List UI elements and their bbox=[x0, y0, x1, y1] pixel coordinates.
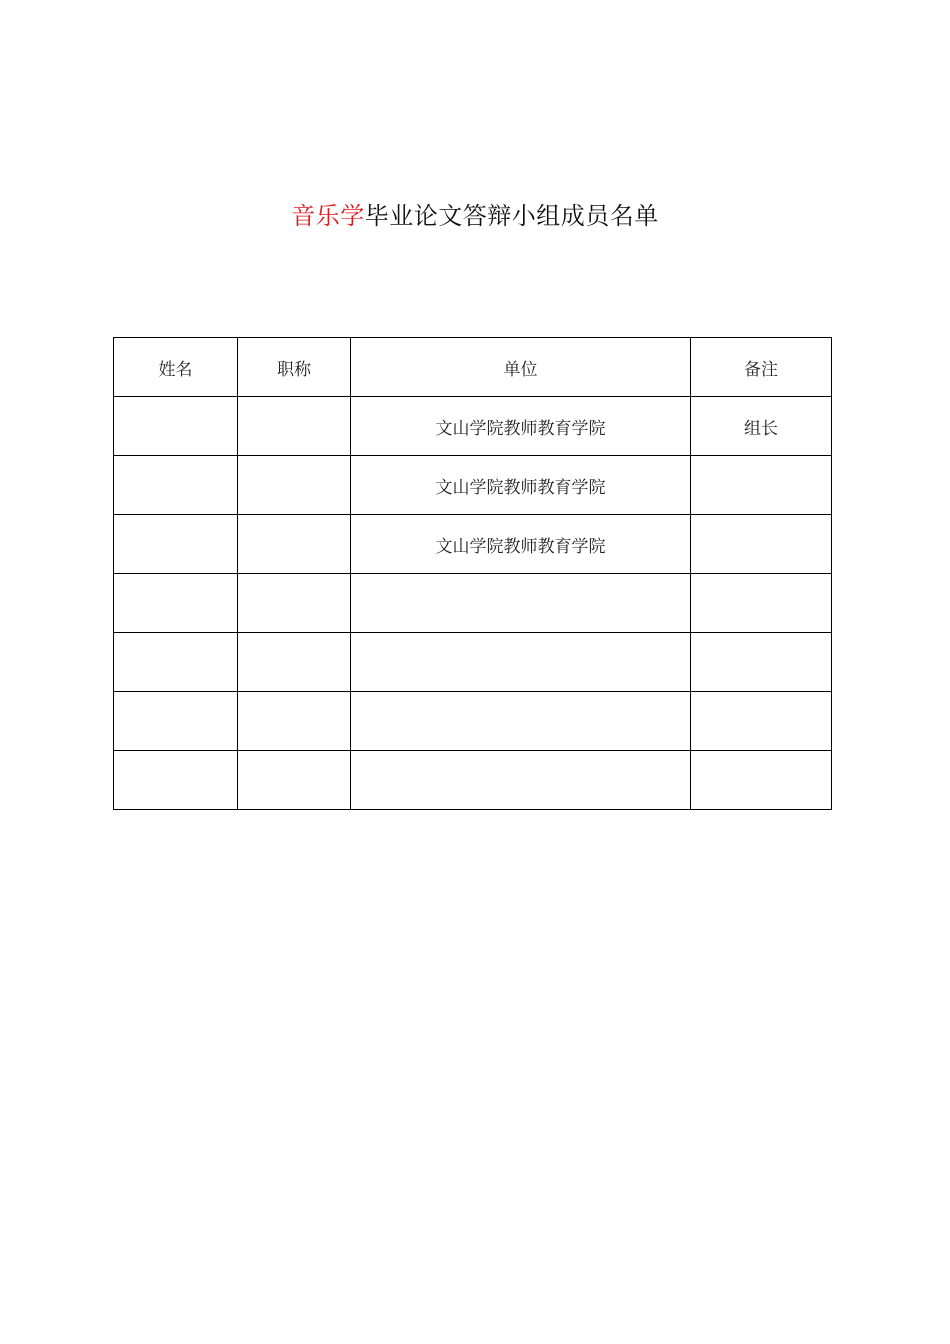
cell-unit: 文山学院教师教育学院 bbox=[351, 456, 691, 515]
cell-name bbox=[114, 751, 238, 810]
cell-note bbox=[691, 515, 832, 574]
cell-note bbox=[691, 456, 832, 515]
cell-name bbox=[114, 692, 238, 751]
table-row bbox=[114, 456, 832, 515]
cell-title bbox=[238, 397, 351, 456]
title-text: 毕业论文答辩小组成员名单 bbox=[364, 202, 659, 230]
cell-note bbox=[691, 633, 832, 692]
cell-title bbox=[238, 456, 351, 515]
page-title bbox=[0, 198, 950, 234]
header-unit: 单位 bbox=[351, 338, 691, 397]
cell-unit bbox=[351, 633, 691, 692]
table-row bbox=[114, 692, 832, 751]
cell-note: 组长 bbox=[691, 397, 832, 456]
table-header-row bbox=[114, 338, 832, 397]
header-title: 职称 bbox=[238, 338, 351, 397]
table-row bbox=[114, 633, 832, 692]
committee-table bbox=[113, 337, 832, 810]
table-row bbox=[114, 574, 832, 633]
cell-name bbox=[114, 574, 238, 633]
cell-note bbox=[691, 692, 832, 751]
cell-unit bbox=[351, 751, 691, 810]
cell-unit bbox=[351, 692, 691, 751]
cell-unit: 文山学院教师教育学院 bbox=[351, 397, 691, 456]
header-note: 备注 bbox=[691, 338, 832, 397]
cell-title bbox=[238, 574, 351, 633]
cell-unit bbox=[351, 574, 691, 633]
header-name: 姓名 bbox=[114, 338, 238, 397]
cell-note bbox=[691, 574, 832, 633]
cell-title bbox=[238, 692, 351, 751]
cell-name bbox=[114, 456, 238, 515]
title-major: 音乐学 bbox=[291, 202, 365, 230]
cell-name bbox=[114, 515, 238, 574]
table-row bbox=[114, 515, 832, 574]
table-row bbox=[114, 397, 832, 456]
cell-note bbox=[691, 751, 832, 810]
cell-name bbox=[114, 397, 238, 456]
cell-title bbox=[238, 751, 351, 810]
table-row bbox=[114, 751, 832, 810]
cell-title bbox=[238, 633, 351, 692]
cell-name bbox=[114, 633, 238, 692]
cell-title bbox=[238, 515, 351, 574]
cell-unit: 文山学院教师教育学院 bbox=[351, 515, 691, 574]
